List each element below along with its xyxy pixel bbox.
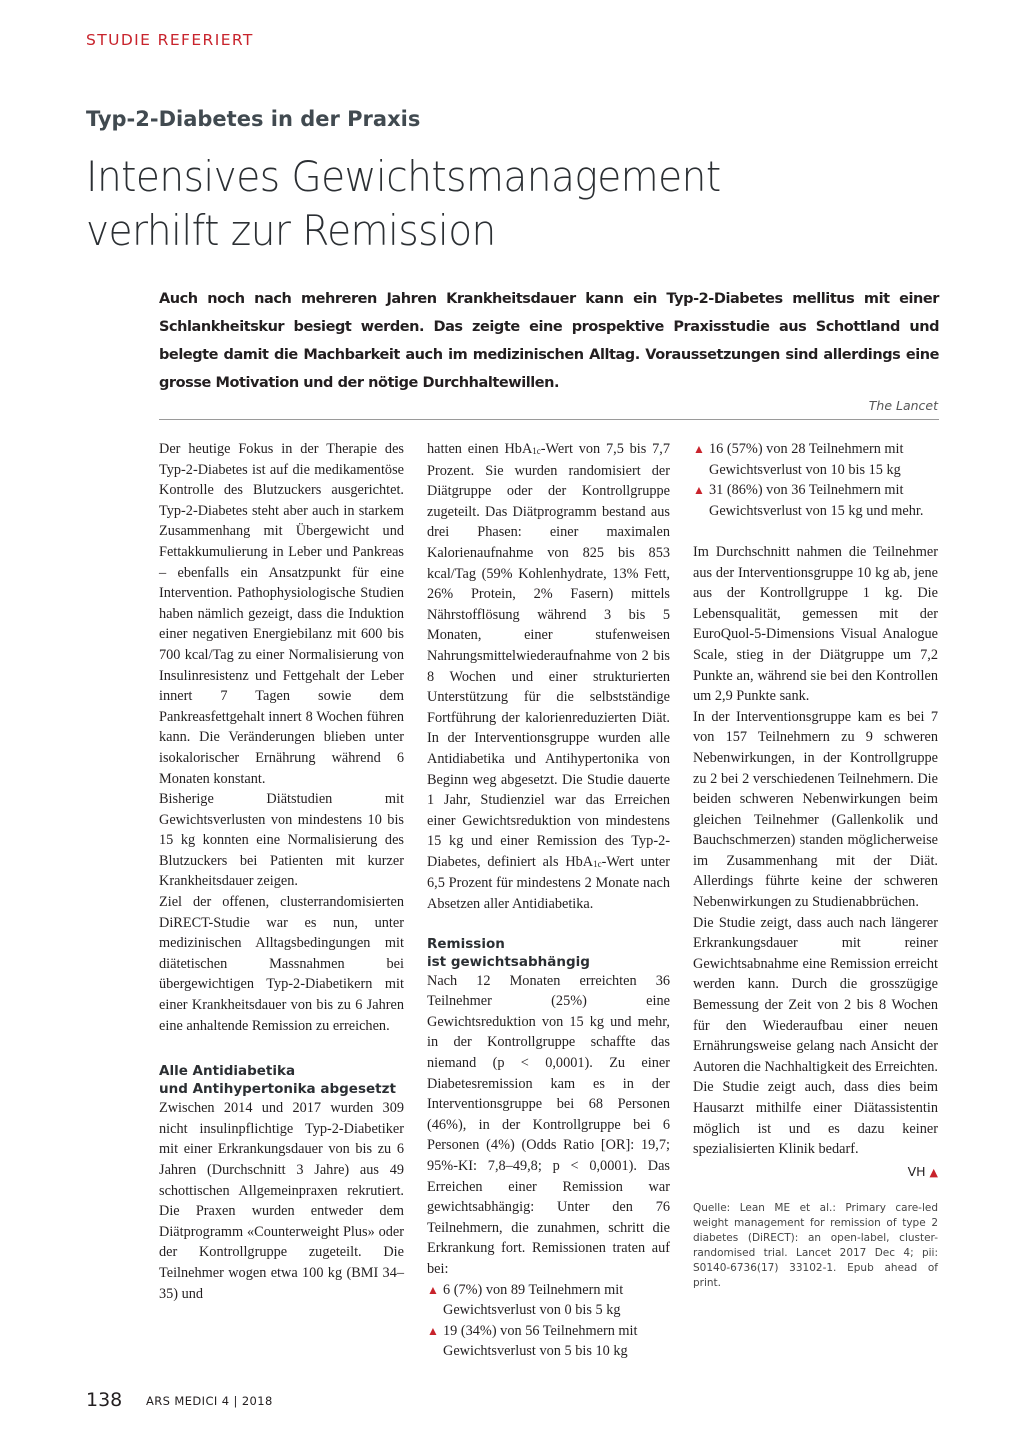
body-paragraph: Nach 12 Monaten erreichten 36 Teilnehmer (25%) eine Gewichtsreduktion von 15 kg und mehr, in der Kontrollgruppe schaffte das niemand (p < 0,0001). Zu einer Diabetesremission kam es in der Interventionsgruppe bei 68 Personen (46%), in der Kontrollgruppe bei 6 Personen (4%) (Odds Ratio [OR]: 19,7; 95%-KI: 7,8–49,8; p < 0,0001). Das Erreichen einer Remission war gewichtsabhängig: Unter den 76 Teilnehmern, die zunahmen, schritt die Erkrankung fort. Remissionen traten auf bei:	[427, 972, 670, 1277]
column-1	[159, 439, 404, 1304]
body-paragraph	[427, 439, 670, 915]
journal-issue: ARS MEDICI 4 | 2018	[146, 1394, 273, 1408]
divider	[159, 419, 939, 420]
lead-paragraph: Auch noch nach mehreren Jahren Krankheitsdauer kann ein Typ-2-Diabetes mellitus mit einer Schlankheitskur besiegt werden. Das zeigte eine prospektive Praxisstudie aus Schottland und belegte damit die Machbarkeit auch im medizinischen Alltag. Voraussetzungen sind allerdings eine grosse Motivation und der nötige Durchhaltewillen.	[159, 291, 939, 391]
author-signature	[693, 1162, 938, 1184]
column-3	[693, 439, 938, 1291]
list-item	[427, 1280, 670, 1321]
list-item	[427, 1321, 670, 1362]
source-credit: The Lancet	[868, 398, 938, 413]
subscript: 1c	[593, 858, 602, 869]
subheading-line: Remission	[427, 935, 505, 952]
text-run: hatten einen HbA	[427, 441, 533, 457]
list-item-text: 31 (86%) von 36 Teilnehmern mit Gewichtsverlust von 15 kg und mehr.	[709, 482, 924, 519]
body-paragraph: In der Interventionsgruppe kam es bei 7 von 157 Teilnehmern zu 9 schweren Nebenwirkungen, in der Kontrollgruppe zu 2 bei 2 verschiedenen Teilnehmern. Die beiden schweren Nebenwirkungen beim gleichen Teilnehmer (Gallenkolik und Bauchschmerzen) standen möglicherweise im Zusammenhang mit der Diät. Allerdings führte keine der schweren Nebenwirkungen zu Studienabbrüchen.	[693, 708, 938, 911]
title-line-2: verhilft zur Remission	[86, 206, 496, 255]
triangle-up-icon: ▲	[929, 1165, 938, 1179]
subheading	[159, 1062, 404, 1098]
article-title	[86, 150, 923, 258]
subheading-line: und Antihypertonika abgesetzt	[159, 1081, 396, 1098]
title-line-1: Intensives Gewichtsmanagement	[86, 152, 721, 201]
triangle-up-icon: ▲	[427, 1282, 439, 1297]
text-run: -Wert unter 6,5 Prozent für mindestens 2 Monate nach Absetzen aller Antidiabetika.	[427, 853, 670, 913]
list-item	[693, 439, 938, 480]
list-item-text: 16 (57%) von 28 Teilnehmern mit Gewichtsverlust von 10 bis 15 kg	[709, 441, 904, 478]
list-item	[693, 480, 938, 521]
subheading-line: Alle Antidiabetika	[159, 1063, 296, 1080]
body-paragraph: Bisherige Diätstudien mit Gewichtsverlusten von mindestens 10 bis 15 kg konnten eine Normalisierung des Blutzuckers bei Patienten mit kurzer Krankheitsdauer zeigen.	[159, 791, 404, 890]
section-label: STUDIE REFERIERT	[86, 31, 254, 49]
spacer	[693, 521, 938, 542]
triangle-up-icon: ▲	[427, 1323, 439, 1338]
triangle-up-icon: ▲	[693, 483, 705, 498]
subheading	[427, 935, 670, 971]
article-kicker: Typ-2-Diabetes in der Praxis	[86, 107, 421, 131]
body-paragraph: Im Durchschnitt nahmen die Teilnehmer aus der Interventionsgruppe 10 kg ab, jene aus der Kontrollgruppe 1 kg. Die Lebensqualität, gemessen mit der EuroQuol-5-Dimensions Visual Analogue Scale, stieg in der Diätgruppe um 7,2 Punkte an, während sie bei den Kontrollen um 2,9 Punkte sank.	[693, 543, 938, 705]
page-number: 138	[86, 1389, 123, 1411]
column-2	[427, 439, 670, 1362]
subscript: 1c	[532, 446, 541, 456]
subheading-line: ist gewichtsabhängig	[427, 953, 590, 970]
text-run: -Wert von 7,5 bis 7,7 Prozent. Sie wurden randomisiert der Diätgruppe oder der Kontrollgruppe zugeteilt. Das Diätprogramm bestand aus drei Phasen: einer maximalen Kalorienaufnahme von 825 bis 853 kcal/Tag (59% Kohlenhydrate, 13% Fett, 26% Protein, 2% Fasern) mittels Nährstofflösung während 3 bis 5 Monaten, einer stufenweisen Nahrungsmittelwiederaufnahme von 2 bis 8 Wochen und einer strukturierten Unterstützung für die selbstständige Fortführung der kalorienreduzierten Diät. In der Interventionsgruppe wurden alle Antidiabetika und Antihypertonika von Beginn weg abgesetzt. Die Studie dauerte 1 Jahr, Studienziel war das Erreichen einer Gewichtsreduktion von mindestens 15 kg und einer Remission des Typ-2-Diabetes, definiert als HbA	[427, 441, 671, 870]
body-paragraph: Zwischen 2014 und 2017 wurden 309 nicht insulinpflichtige Typ-2-Diabetiker mit einer Erkrankungsdauer von bis zu 6 Jahren (Durchschnitt 3 Jahre) aus 49 schottischen Allgemeinpraxen rekrutiert. Die Praxen wurden entweder dem Diätprogramm «Counterweight Plus» oder der Kontrollgruppe zugeteilt. Die Teilnehmer wogen etwa 100 kg (BMI 34–35) und	[159, 1100, 404, 1302]
reference-note: Quelle: Lean ME et al.: Primary care-led weight management for remission of type 2 diabetes (DiRECT): an open-label, cluster-randomised trial. Lancet 2017 Dec 4; pii: S0140-6736(17) 33102-1. Epub ahead of print.	[693, 1202, 938, 1290]
author-initials: VH	[907, 1163, 926, 1179]
body-paragraph: Ziel der offenen, clusterrandomisierten DiRECT-Studie war es nun, unter medizinischen Alltagsbedingungen mit diätetischen Massnahmen bei übergewichtigen Typ-2-Diabetikern mit einer Krankheitsdauer von bis zu 6 Jahren eine anhaltende Remission zu erreichen.	[159, 894, 404, 1034]
list-item-text: 6 (7%) von 89 Teilnehmern mit Gewichtsverlust von 0 bis 5 kg	[443, 1281, 624, 1319]
body-paragraph: Der heutige Fokus in der Therapie des Typ-2-Diabetes ist auf die medikamentöse Kontrolle des Blutzuckers ausgerichtet. Typ-2-Diabetes steht aber auch in starkem Zusammenhang mit Übergewicht und Fettakkumulierung in Leber und Pankreas – ebenfalls ein Ansatzpunkt für eine Intervention. Pathophysiologische Studien haben nämlich gezeigt, dass die Induktion einer negativen Energiebilanz mit 600 bis 700 kcal/Tag zu einer Normalisierung von Insulinresistenz und Fettgehalt der Leber innert 7 Tagen sowie dem Pankreasfettgehalt innert 8 Wochen führen kann. Die Veränderungen blieben unter isokalorischer Ernährung während 6 Monaten konstant.	[159, 441, 404, 787]
triangle-up-icon: ▲	[693, 442, 705, 456]
list-item-text: 19 (34%) von 56 Teilnehmern mit Gewichtsverlust von 5 bis 10 kg	[443, 1322, 638, 1360]
body-paragraph: Die Studie zeigt, dass auch nach längerer Erkrankungsdauer mit reiner Gewichtsabnahme eine Remission erreicht werden kann. Durch die grosszügige Bemessung der Zeit von 2 bis 8 Wochen für den Wiederaufbau einer neuen Ernährungsweise gelang nach Ansicht der Autoren die Nachhaltigkeit des Erreichten. Die Studie zeigt auch, dass dies beim Hausarzt mithilfe einer Diätassistentin möglich ist und es dazu keiner spezialisierten Klinik bedarf.	[693, 914, 938, 1158]
